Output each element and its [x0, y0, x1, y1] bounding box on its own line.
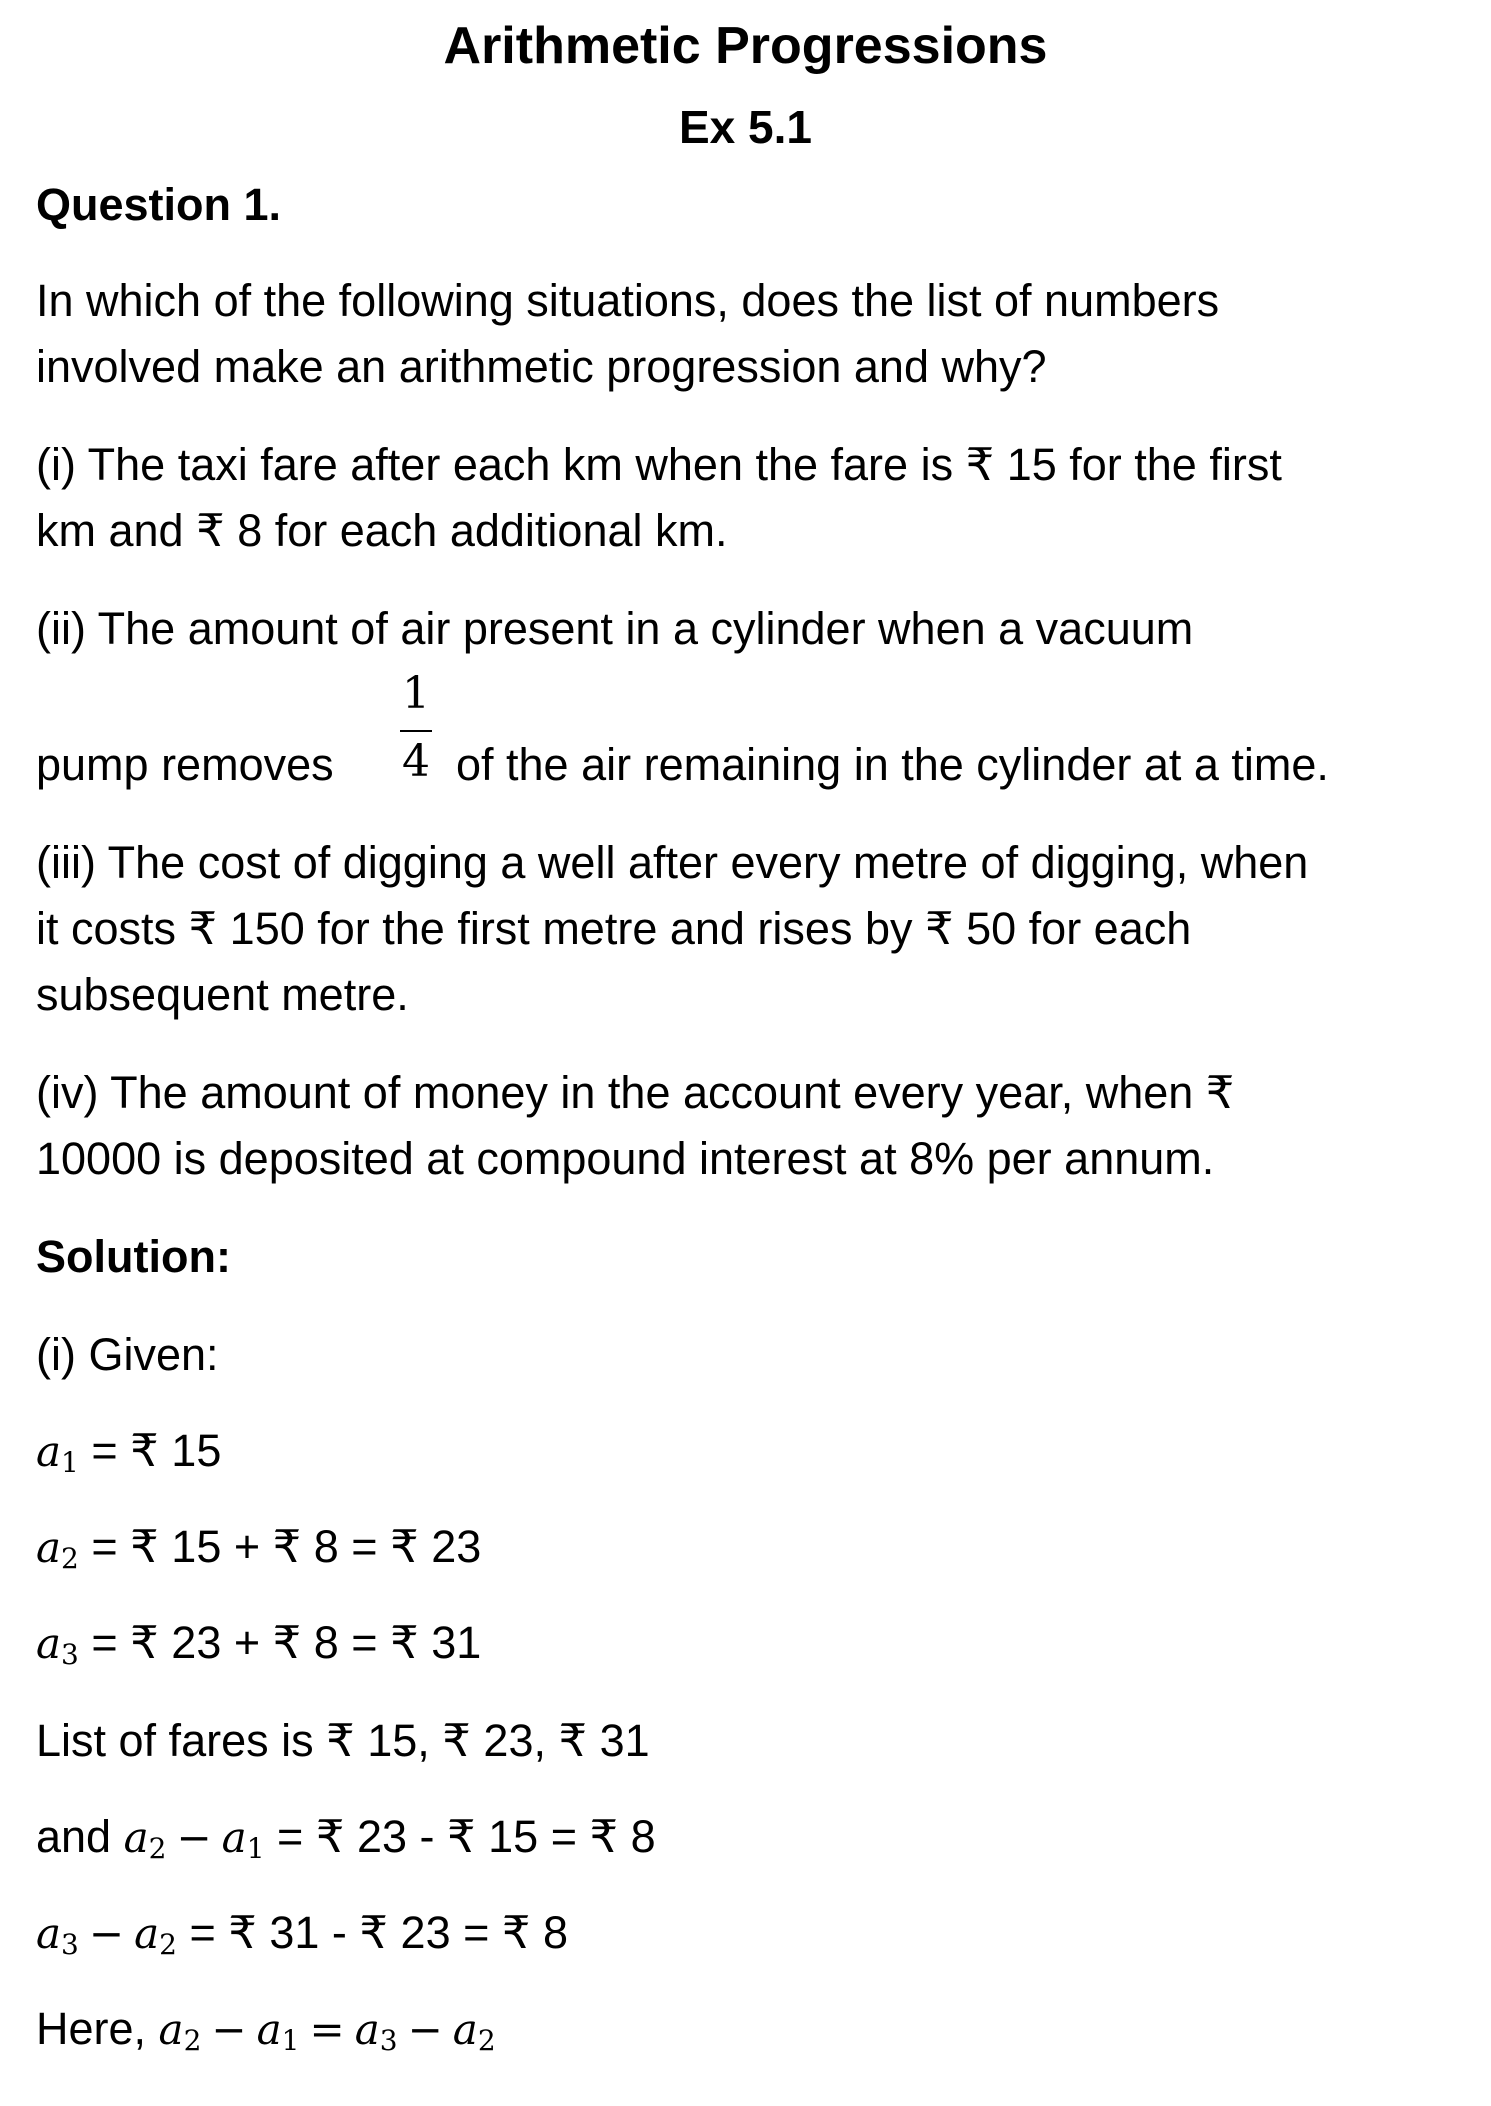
part-ii-before-fraction: pump removes [36, 739, 334, 790]
part-iv-line-1: (iv) The amount of money in the account every year, when ₹ [36, 1067, 1235, 1118]
fraction-bar [400, 730, 432, 732]
equation-a1 [36, 1422, 221, 1492]
common-difference-statement: Here, $a_2 - a_1 = a_3 - a_2$ [36, 2003, 496, 2057]
math-equal-differences: $a_2 - a_1 = a_3 - a_2$ [158, 2005, 496, 2057]
difference-a3-a2 [36, 1904, 568, 1974]
equation-a3 [36, 1614, 481, 1684]
fare-list: List of fares is ₹ 15, ₹ 23, ₹ 31 [36, 1715, 650, 1766]
page-title: Arithmetic Progressions [443, 17, 1048, 75]
a3-value: = ₹ 23 + ₹ 8 = ₹ 31 [78, 1617, 482, 1668]
a2-value: = ₹ 15 + ₹ 8 = ₹ 23 [78, 1521, 482, 1572]
solution-given: (i) Given: [36, 1329, 219, 1380]
part-iii-line-2: it costs ₹ 150 for the first metre and rises by ₹ 50 for each [36, 903, 1192, 954]
question-prompt-line-2: involved make an arithmetic progression and why? [36, 341, 1047, 392]
math-a1: $a_1$ [36, 1427, 79, 1479]
part-iii-line-3: subsequent metre. [36, 969, 409, 1020]
solution-label: Solution: [36, 1231, 231, 1282]
diff1-value: = ₹ 23 - ₹ 15 = ₹ 8 [264, 1811, 656, 1862]
exercise-label: Ex 5.1 [679, 101, 812, 153]
equation-a2 [36, 1518, 481, 1588]
math-a3: $a_3$ [36, 1619, 79, 1671]
question-prompt-line-1: In which of the following situations, does the list of numbers [36, 275, 1220, 326]
part-ii-after-fraction: of the air remaining in the cylinder at a time. [456, 739, 1329, 790]
math-a2-minus-a1: $a_2 - a_1$ [123, 1813, 265, 1865]
diff2-value: = ₹ 31 - ₹ 23 = ₹ 8 [176, 1907, 569, 1958]
fraction-numerator: 1 [402, 668, 430, 719]
difference-a2-a1: and $a_2 - a_1$ = ₹ 23 - ₹ 15 = ₹ 8 [36, 1811, 656, 1865]
part-ii-line-1: (ii) The amount of air present in a cylinder when a vacuum [36, 603, 1194, 654]
part-i-line-2: km and ₹ 8 for each additional km. [36, 505, 728, 556]
part-iv-line-2: 10000 is deposited at compound interest at 8% per annum. [36, 1133, 1215, 1184]
a1-value: = ₹ 15 [78, 1425, 222, 1476]
question-label: Question 1. [36, 179, 282, 230]
math-a3-minus-a2: $a_3 - a_2$ [36, 1909, 177, 1961]
part-i-line-1: (i) The taxi fare after each km when the fare is ₹ 15 for the first [36, 439, 1282, 490]
fraction-denominator: 4 [402, 736, 430, 787]
part-iii-line-1: (iii) The cost of digging a well after every metre of digging, when [36, 837, 1309, 888]
fraction-one-quarter [396, 668, 436, 786]
math-a2: $a_2$ [36, 1523, 79, 1575]
